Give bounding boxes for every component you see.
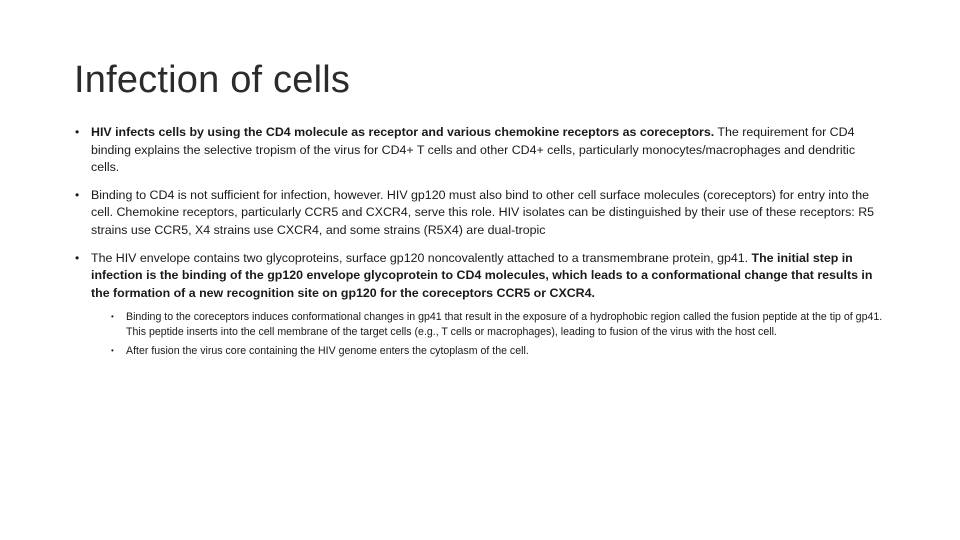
- bullet-3-bold-text: The initial step in infection is the binding of the gp120 envelope glycoprotein to CD4 molecules, which leads to a conformational change that results in the formation of a new recognition site on gp120 for the coreceptors CCR5 or CXCR4.: [91, 250, 873, 300]
- slide-title: Infection of cells: [74, 59, 351, 101]
- sub-bullet-item-1: • Binding to the coreceptors induces conformational changes in gp41 that result in the exposure of a hydrophobic region called the fusion peptide at the tip of gp41. This peptide inserts into the cell membrane of the target cells (e.g., T cells or macrophages), leading to fusion of the virus with the host cell.: [110, 310, 890, 338]
- bullet-item-3: [74, 250, 884, 358]
- sub-bullet-list: [110, 310, 890, 358]
- bullet-1-bold-text: HIV infects cells by using the CD4 molecule as receptor and various chemokine receptors as coreceptors.: [91, 125, 715, 139]
- bullet-1-text: The requirement for CD4 binding explains the selective tropism of the virus for CD4+ T cells and other CD4+ cells, particularly monocytes/macrophages and dendritic cells.: [91, 125, 856, 175]
- sub-bullet-item-2: • After fusion the virus core containing the HIV genome enters the cytoplasm of the cell.: [110, 344, 890, 358]
- bullet-item-1: [74, 124, 884, 177]
- bullet-2-text: Binding to CD4 is not sufficient for infection, however. HIV gp120 must also bind to other cell surface molecules (coreceptors) for entry into the cell. Chemokine receptors, particularly CCR5 and CXCR4, serve this role. HIV isolates can be distinguished by their use of these receptors: R5 strains use CCR5, X4 strains use CXCR4, and some strains (R5X4) are dual-tropic: [91, 187, 875, 237]
- bullet-item-2: [74, 187, 884, 240]
- bullet-list: [74, 124, 884, 368]
- bullet-3-text: The HIV envelope contains two glycoproteins, surface gp120 noncovalently attached to a transmembrane protein, gp41.: [91, 250, 752, 265]
